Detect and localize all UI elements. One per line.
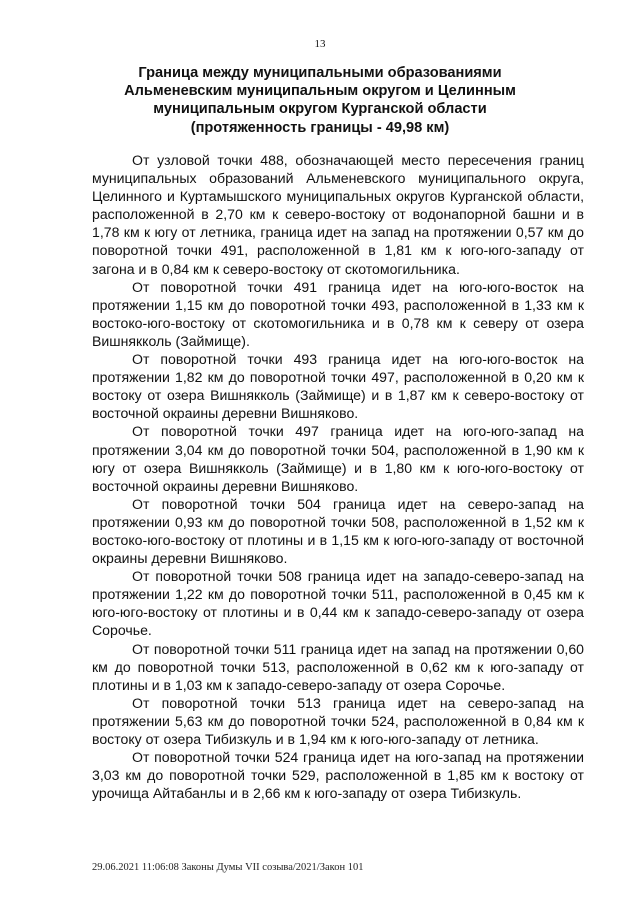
boundary-paragraph: От поворотной точки 493 граница идет на юго-юго-восток на протяжении 1,82 км до поворотной точки 497, расположенной в 0,20 км к востоку от озера Вишнякколь (Займище) и в 1,87 км к северо-востоку от восточной окраины деревни Вишняково. bbox=[92, 351, 584, 422]
boundary-paragraph: От поворотной точки 504 граница идет на северо-запад на протяжении 0,93 км до поворотной точки 508, расположенной в 1,52 км к востоко-юго-востоку от плотины и в 1,15 км к юго-юго-западу от восточной окраины деревни Вишняково. bbox=[92, 495, 584, 567]
boundary-paragraph: От поворотной точки 491 граница идет на юго-юго-восток на протяжении 1,15 км до поворотной точки 493, расположенной в 1,33 км к востоко-юго-востоку от скотомогильника и в 0,78 км к северу от озера Вишнякколь (Займище). bbox=[92, 278, 584, 349]
boundary-paragraph: От поворотной точки 524 граница идет на юго-запад на протяжении 3,03 км до поворотной точки 529, расположенной в 1,85 км к востоку от урочища Айтабанлы и в 2,66 км к юго-западу от озера Тибизкуль. bbox=[92, 749, 584, 802]
boundary-paragraph: От поворотной точки 511 граница идет на запад на протяжении 0,60 км до поворотной точки 513, расположенной в 0,62 км к юго-западу от плотины и в 1,03 км к западо-северо-западу от озера Сорочье. bbox=[92, 640, 584, 693]
document-body bbox=[92, 151, 584, 802]
title-line: (протяженность границы - 49,98 км) bbox=[190, 119, 450, 136]
document-title bbox=[92, 64, 548, 137]
boundary-paragraph: От узловой точки 488, обозначающей место пересечения границ муниципальных образований Альменевского муниципального округа, Целинного и Куртамышского муниципальных округов Курганской области, расположенной в 2,70 км к северо-востоку от водонапорной башни и в 1,78 км к югу от летника, граница идет на запад на протяжении 0,57 км до поворотной точки 491, расположенной в 1,81 км к юго-юго-западу от загона и в 0,84 км к северо-востоку от скотомогильника. bbox=[92, 152, 584, 277]
boundary-paragraph: От поворотной точки 497 граница идет на юго-юго-запад на протяжении 3,04 км до поворотной точки 504, расположенной в 1,90 км к югу от озера Вишнякколь (Займище) и в 1,80 км к юго-юго-востоку от восточной окраины деревни Вишняково. bbox=[92, 423, 584, 494]
title-line: Граница между муниципальными образованиями bbox=[138, 65, 502, 81]
title-line: Альменевским муниципальным округом и Целинным bbox=[124, 83, 516, 100]
title-line: муниципальным округом Курганской области bbox=[153, 101, 487, 118]
boundary-paragraph: От поворотной точки 508 граница идет на западо-северо-запад на протяжении 1,22 км до поворотной точки 511, расположенной в 0,45 км к юго-юго-востоку от плотины и в 0,44 км к западо-северо-западу от озера Сорочье. bbox=[92, 568, 584, 639]
footer-stamp: 29.06.2021 11:06:08 Законы Думы VII созыва/2021/Закон 101 bbox=[92, 862, 364, 873]
page-number: 13 bbox=[314, 38, 326, 50]
boundary-paragraph: От поворотной точки 513 граница идет на северо-запад на протяжении 5,63 км до поворотной точки 524, расположенной в 0,84 км к востоку от озера Тибизкуль и в 1,94 км к юго-юго-западу от летника. bbox=[92, 694, 584, 747]
